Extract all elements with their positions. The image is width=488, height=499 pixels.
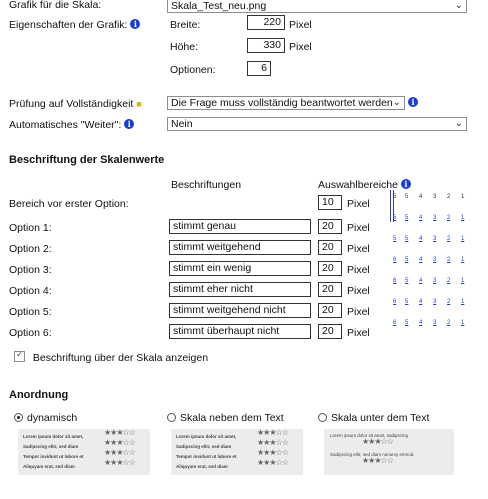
- scale-graphic-select[interactable]: [167, 0, 467, 13]
- scale-header-mark: 3: [433, 194, 437, 200]
- radio-icon[interactable]: [167, 413, 176, 422]
- arrangement-title: Anordnung: [9, 389, 69, 401]
- option-px-input[interactable]: 20: [318, 261, 342, 276]
- option-text-input[interactable]: stimmt überhaupt nicht: [169, 324, 311, 339]
- options-input[interactable]: 6: [247, 61, 271, 76]
- scale-option-mark: 3: [433, 215, 437, 221]
- check-icon: ✓: [16, 349, 24, 359]
- info-icon[interactable]: i: [408, 97, 418, 107]
- star-rating-icon: ★★★☆☆: [104, 438, 135, 447]
- above-scale-checkbox[interactable]: [14, 351, 25, 362]
- scale-option-mark: 1: [461, 257, 465, 263]
- option-label: Option 3:: [9, 264, 52, 276]
- preview-text-line: Tempor invidunt ut labore et: [176, 454, 237, 459]
- scale-option-mark: 5: [405, 299, 409, 305]
- preview-text-line: Tempor invidunt ut labore et: [23, 454, 84, 459]
- pixel-unit: Pixel: [347, 264, 370, 276]
- preview-text-line: Sadipscing elitr, sed diam: [176, 444, 232, 449]
- scale-option-mark: 2: [447, 299, 451, 305]
- scale-option-mark: 4: [419, 257, 423, 263]
- width-input[interactable]: 220: [247, 15, 285, 30]
- option-px-input[interactable]: 20: [318, 282, 342, 297]
- option-px-input[interactable]: 20: [318, 303, 342, 318]
- scale-option-mark: 4: [419, 320, 423, 326]
- graphic-props-label: [9, 19, 140, 31]
- before-first-input[interactable]: 10: [318, 195, 342, 210]
- option-px-input[interactable]: 20: [318, 324, 342, 339]
- option-label: Option 4:: [9, 285, 52, 297]
- scale-option-mark: 3: [433, 236, 437, 242]
- col-ranges-header: [318, 179, 411, 191]
- chevron-down-icon: ⌄: [454, 118, 463, 129]
- star-rating-icon: ★★★☆☆: [104, 448, 135, 457]
- arrangement-option-dynamic[interactable]: [14, 412, 77, 424]
- scale-option-mark: 5: [393, 236, 397, 242]
- scale-header-mark: 4: [419, 194, 423, 200]
- scale-graphic-value: Skala_Test_neu.png: [171, 0, 267, 12]
- height-unit: Pixel: [289, 41, 312, 53]
- scale-option-mark: 4: [419, 236, 423, 242]
- scale-option-mark: 1: [461, 215, 465, 221]
- labels-section-title: Beschriftung der Skalenwerte: [9, 154, 165, 166]
- arrangement-option-label: Skala neben dem Text: [180, 412, 284, 424]
- graphic-props-text: Eigenschaften der Grafik:: [9, 19, 128, 31]
- scale-option-mark: 6: [393, 257, 397, 263]
- auto-next-label: [9, 119, 134, 131]
- scale-option-mark: 5: [405, 257, 409, 263]
- scale-graphic-label: Grafik für die Skala:: [9, 0, 102, 11]
- scale-option-mark: 3: [433, 299, 437, 305]
- auto-next-value: Nein: [171, 118, 193, 130]
- preview-text-line: Lorem ipsum dolor sit amet, sadipscing: [330, 433, 409, 438]
- option-text-input[interactable]: stimmt weitgehend: [169, 240, 311, 255]
- scale-option-mark: 2: [447, 278, 451, 284]
- scale-option-mark: 2: [447, 257, 451, 263]
- arrangement-option-under[interactable]: [318, 412, 429, 424]
- star-rating-icon: ★★★☆☆: [104, 458, 135, 467]
- radio-selected-icon[interactable]: [14, 413, 23, 422]
- scale-option-mark: 5: [405, 278, 409, 284]
- pixel-unit: Pixel: [347, 327, 370, 339]
- arrangement-option-beside[interactable]: [167, 412, 284, 424]
- scale-option-mark: 5: [405, 215, 409, 221]
- star-rating-icon: ★★★☆☆: [257, 428, 288, 437]
- scale-option-mark: 1: [461, 299, 465, 305]
- completeness-label: [9, 98, 142, 110]
- above-scale-label: Beschriftung über der Skala anzeigen: [32, 352, 209, 364]
- star-rating-icon: ★★★☆☆: [362, 437, 393, 446]
- scale-option-mark: 1: [461, 320, 465, 326]
- info-icon[interactable]: i: [401, 179, 411, 189]
- option-text-input[interactable]: stimmt ein wenig: [169, 261, 311, 276]
- info-icon[interactable]: i: [130, 19, 140, 29]
- pixel-unit: Pixel: [347, 285, 370, 297]
- scale-option-mark: 2: [447, 320, 451, 326]
- pixel-unit: Pixel: [347, 306, 370, 318]
- scale-header-mark: 1: [461, 194, 465, 200]
- pixel-unit: Pixel: [347, 198, 370, 210]
- star-rating-icon: ★★★☆☆: [104, 428, 135, 437]
- preview-text-line: Aliquyam erat, sed diam: [176, 464, 228, 469]
- completeness-value: Die Frage muss vollständig beantwortet werden: [171, 97, 393, 109]
- scale-option-mark: 6: [393, 320, 397, 326]
- pixel-unit: Pixel: [347, 243, 370, 255]
- scale-option-mark: 2: [447, 215, 451, 221]
- scale-option-mark: 1: [461, 278, 465, 284]
- scale-header-mark: 2: [447, 194, 451, 200]
- option-text-input[interactable]: stimmt eher nicht: [169, 282, 311, 297]
- completeness-select[interactable]: [167, 96, 405, 110]
- scale-header-mark: 5: [393, 194, 397, 200]
- option-label: Option 1:: [9, 222, 52, 234]
- option-px-input[interactable]: 20: [318, 219, 342, 234]
- option-label: Option 6:: [9, 327, 52, 339]
- star-rating-icon: ★★★☆☆: [257, 458, 288, 467]
- col-ranges-text: Auswahlbereiche: [318, 179, 398, 191]
- chevron-down-icon: ⌄: [454, 0, 463, 11]
- radio-icon[interactable]: [318, 413, 327, 422]
- scale-option-mark: 2: [447, 236, 451, 242]
- info-icon[interactable]: i: [124, 119, 134, 129]
- scale-option-mark: 4: [419, 299, 423, 305]
- option-label: Option 5:: [9, 306, 52, 318]
- before-first-label: Bereich vor erster Option:: [9, 198, 129, 210]
- scale-option-mark: 5: [393, 215, 397, 221]
- scale-option-mark: 1: [461, 236, 465, 242]
- width-label: Breite:: [170, 19, 201, 31]
- scale-option-mark: 3: [433, 320, 437, 326]
- arrangement-option-label: dynamisch: [27, 412, 78, 424]
- preview-text-line: Aliquyam erat, sed diam: [23, 464, 75, 469]
- preview-text-line: Lorem ipsum dolor sit amet,: [23, 434, 84, 439]
- width-unit: Pixel: [289, 19, 312, 31]
- auto-next-text: Automatisches "Weiter":: [9, 119, 122, 131]
- star-rating-icon: ★★★☆☆: [257, 438, 288, 447]
- pixel-unit: Pixel: [347, 222, 370, 234]
- required-icon: ■: [136, 99, 142, 109]
- height-label: Höhe:: [170, 41, 199, 53]
- star-rating-icon: ★★★☆☆: [362, 456, 393, 465]
- scale-option-mark: 5: [405, 320, 409, 326]
- col-labels-header: Beschriftungen: [171, 179, 242, 191]
- arrangement-option-label: Skala unter dem Text: [331, 412, 430, 424]
- options-label: Optionen:: [170, 64, 216, 76]
- scale-option-mark: 4: [419, 215, 423, 221]
- preview-text-line: Lorem ipsum dolor sit amet,: [176, 434, 237, 439]
- scale-option-mark: 5: [405, 236, 409, 242]
- option-text-input[interactable]: stimmt weitgehend nicht: [169, 303, 311, 318]
- scale-option-mark: 6: [393, 278, 397, 284]
- chevron-down-icon: ⌄: [392, 97, 401, 108]
- star-rating-icon: ★★★☆☆: [257, 448, 288, 457]
- preview-text-line: Sadipscing elitr, sed diam nonumy eirmod.: [330, 452, 415, 457]
- scale-option-mark: 3: [433, 257, 437, 263]
- scale-header-mark: 5: [405, 194, 409, 200]
- option-label: Option 2:: [9, 243, 52, 255]
- above-scale-checkbox-row[interactable]: [14, 351, 208, 364]
- height-input[interactable]: 330: [247, 38, 285, 53]
- option-text-input[interactable]: stimmt genau: [169, 219, 311, 234]
- scale-option-mark: 6: [393, 299, 397, 305]
- auto-next-select[interactable]: [167, 117, 467, 131]
- preview-text-line: Sadipscing elitr, sed diam: [23, 444, 79, 449]
- completeness-text: Prüfung auf Vollständigkeit: [9, 98, 134, 110]
- scale-option-mark: 3: [433, 278, 437, 284]
- scale-option-mark: 4: [419, 278, 423, 284]
- option-px-input[interactable]: 20: [318, 240, 342, 255]
